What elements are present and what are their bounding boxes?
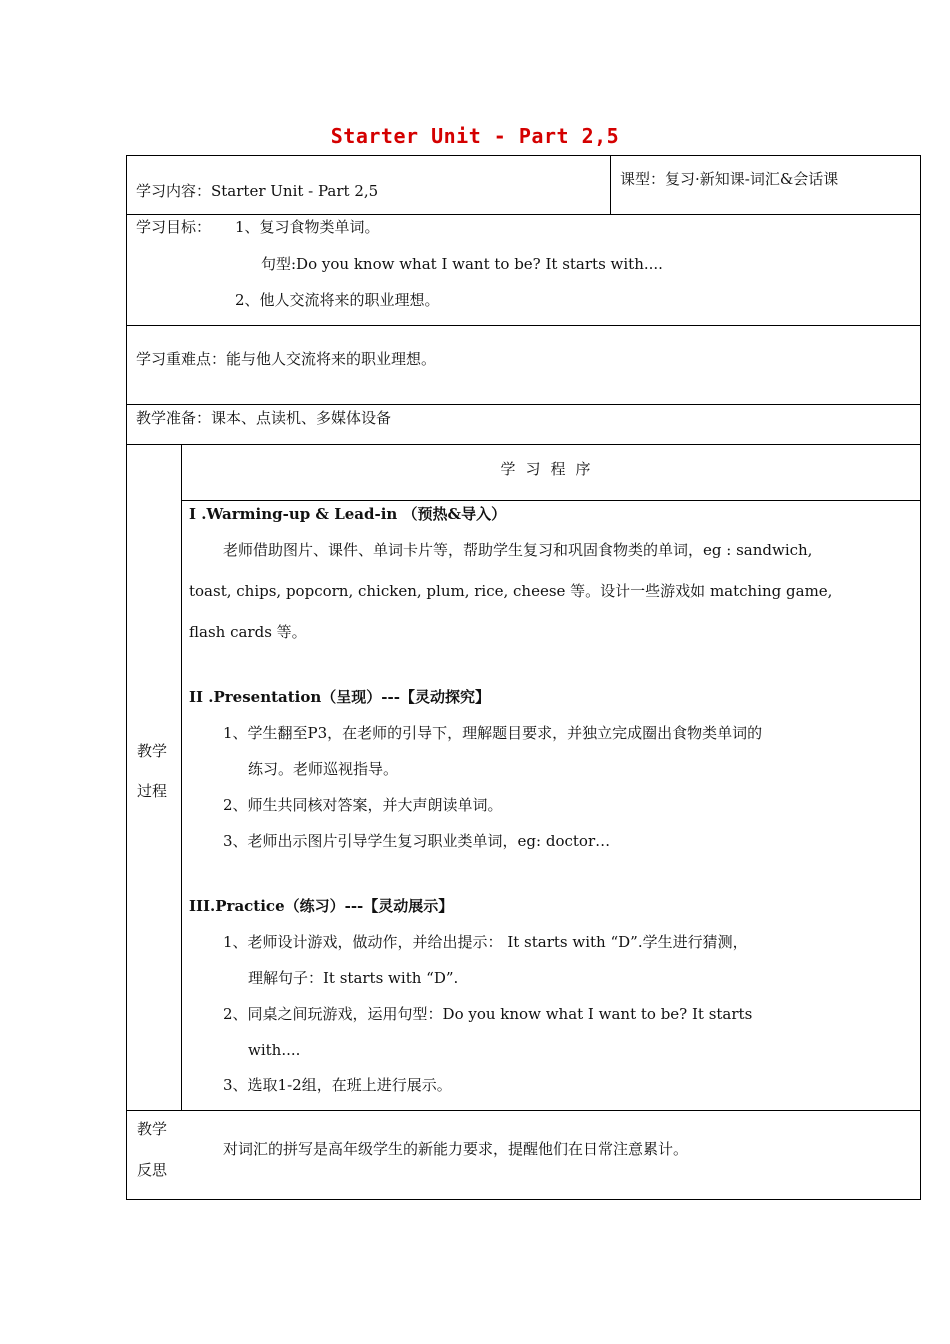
objective-sentence: 句型:Do you know what I want to be? It starts with.... bbox=[261, 255, 663, 273]
header-col-divider bbox=[610, 156, 611, 214]
reflection-side-label-2: 反思 bbox=[137, 1161, 168, 1179]
process-heading-divider bbox=[181, 500, 920, 501]
row-divider bbox=[127, 404, 920, 405]
row-divider bbox=[127, 325, 920, 326]
process-side-label-1: 教学 bbox=[137, 742, 168, 760]
practice-item-1b: 理解句子：It starts with “D”. bbox=[248, 969, 459, 987]
process-heading: 学习程序 bbox=[500, 460, 601, 478]
practice-item-3: 3、选取1-2组，在班上进行展示。 bbox=[223, 1076, 452, 1094]
objective-item-2: 2、他人交流将来的职业理想。 bbox=[235, 291, 440, 309]
study-content-label: 学习内容：Starter Unit - Part 2,5 bbox=[136, 182, 379, 200]
practice-title: III.Practice（练习）---【灵动展示】 bbox=[189, 897, 454, 915]
warmup-title: I .Warming-up & Lead-in （预热&导入） bbox=[189, 505, 507, 523]
warmup-line-2: toast, chips, popcorn, chicken, plum, rice, cheese 等。设计一些游戏如 matching game, bbox=[189, 582, 833, 600]
reflection-side-label-1: 教学 bbox=[137, 1120, 168, 1138]
row-divider bbox=[127, 444, 920, 445]
objective-item-1: 1、复习食物类单词。 bbox=[235, 218, 380, 236]
objectives-label: 学习目标： bbox=[136, 218, 212, 236]
process-col-divider bbox=[181, 444, 182, 1110]
preparation: 教学准备：课本、点读机、多媒体设备 bbox=[136, 409, 392, 427]
process-side-label-2: 过程 bbox=[137, 782, 168, 800]
reflection-text: 对词汇的拼写是高年级学生的新能力要求，提醒他们在日常注意累计。 bbox=[223, 1140, 689, 1158]
presentation-title: II .Presentation（呈现）---【灵动探究】 bbox=[189, 688, 490, 706]
warmup-line-3: flash cards 等。 bbox=[189, 623, 307, 641]
presentation-item-1a: 1、学生翻至P3，在老师的引导下，理解题目要求，并独立完成圈出食物类单词的 bbox=[223, 724, 763, 742]
key-points: 学习重难点：能与他人交流将来的职业理想。 bbox=[136, 350, 437, 368]
row-divider bbox=[127, 1110, 920, 1111]
lesson-type-label: 课型：复习·新知课-词汇&会话课 bbox=[620, 170, 839, 188]
presentation-item-3: 3、老师出示图片引导学生复习职业类单词，eg: doctor… bbox=[223, 832, 611, 850]
presentation-item-1b: 练习。老师巡视指导。 bbox=[248, 760, 399, 778]
practice-item-1a: 1、老师设计游戏，做动作，并给出提示： It starts with “D”.学生进行猜测， bbox=[223, 933, 748, 951]
practice-item-2a: 2、同桌之间玩游戏，运用句型：Do you know what I want to be? It starts bbox=[223, 1005, 753, 1023]
lesson-plan-table bbox=[126, 155, 921, 1200]
warmup-line-1: 老师借助图片、课件、单词卡片等，帮助学生复习和巩固食物类的单词，eg : sandwich, bbox=[223, 541, 813, 559]
page-title: Starter Unit - Part 2,5 bbox=[330, 124, 620, 148]
practice-item-2b: with.... bbox=[248, 1041, 301, 1059]
presentation-item-2: 2、师生共同核对答案，并大声朗读单词。 bbox=[223, 796, 503, 814]
row-divider bbox=[127, 214, 920, 215]
